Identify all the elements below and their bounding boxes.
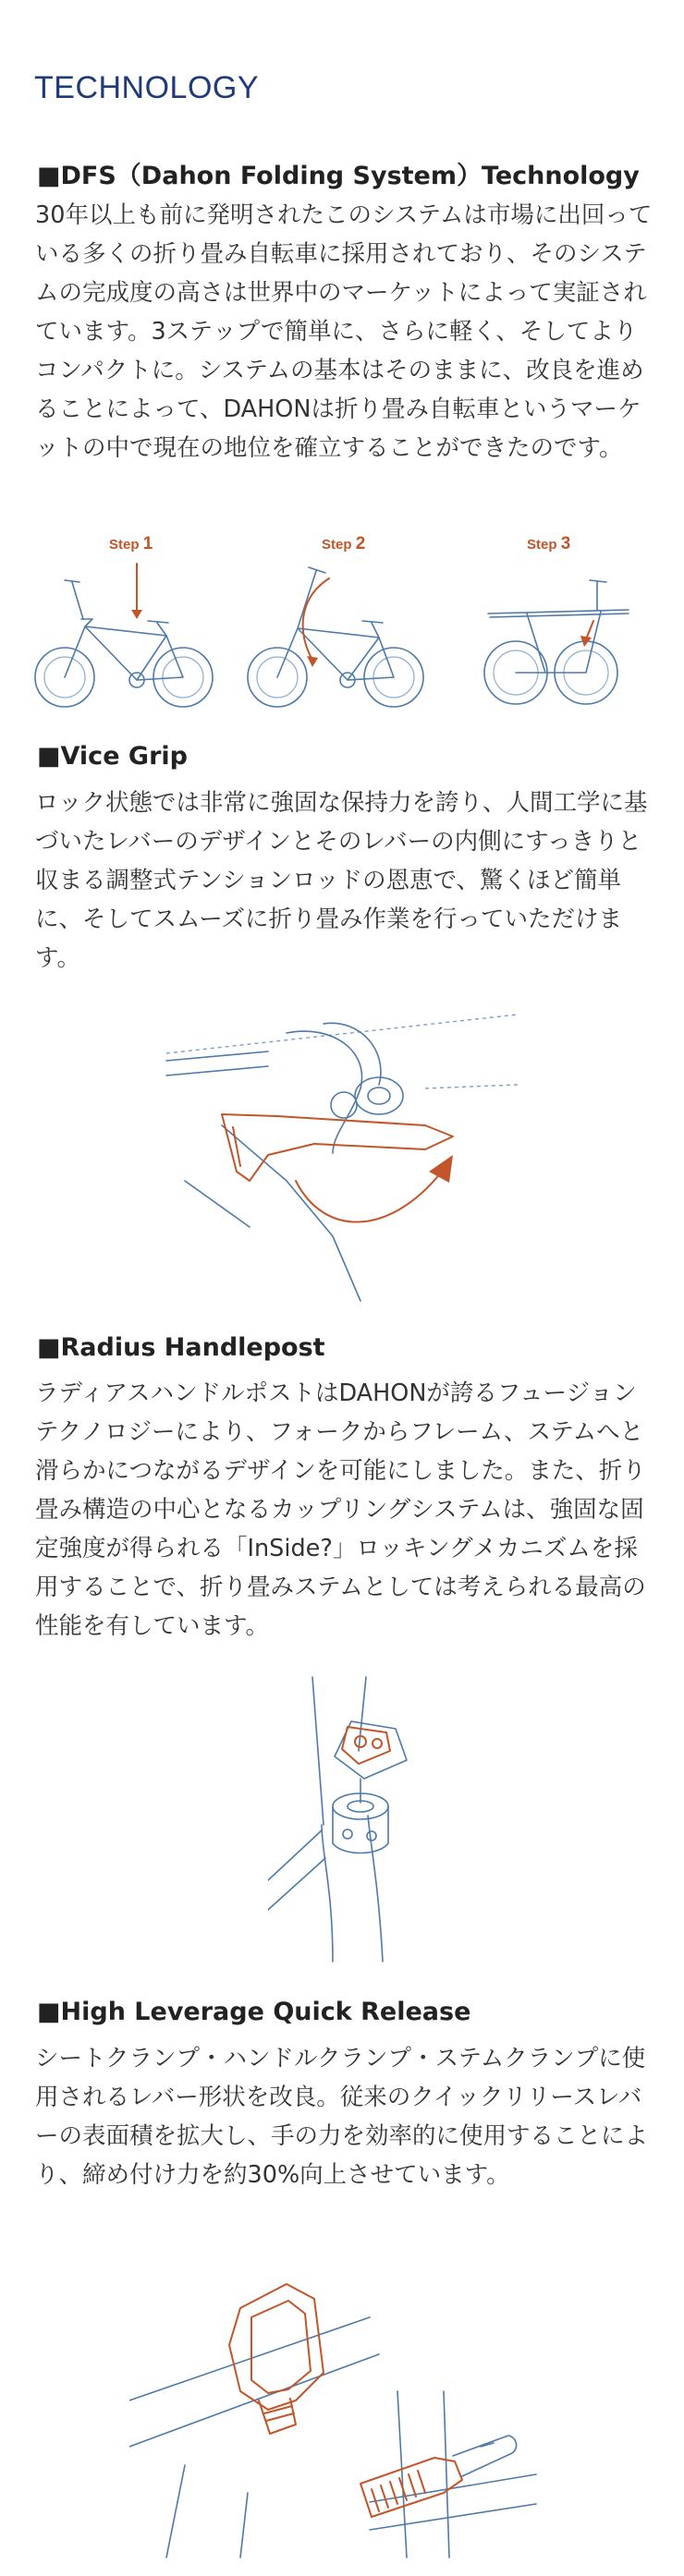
step-2-bike [248,534,423,707]
quick-release-description: シートクランプ・ハンドルクランプ・ステムクランプに使用されるレバー形状を改良。従来のクイックリリースレバーの表面積を拡大し、手の力を効率的に使用することにより、締め付け力を約30%向上させています。 [35,2045,649,2189]
svg-text:Step 3 [527,534,570,553]
radius-handlepost-heading: ■Radius Handlepost [37,1333,325,1362]
dfs-description: 30年以上も前に発明されたこのシステムは市場に出回っている多くの折り畳み自転車に採用されており、そのシステムの完成度の高さは世界中のマーケットによって実証されています。3ステップで簡単に、さらに軽く、そしてよりコンパクトに。システムの基本はそのままに、改良を進めることによって、DAHONは折り畳み自転車というマーケットの中で現在の地位を確立することができたのです。 [35,201,653,462]
quick-release-lever-illustration [129,2262,555,2567]
step-2-label: Step [322,537,352,553]
step-3-label: Step [527,537,557,553]
radius-handlepost-description: ラディアスハンドルポストはDAHONが誇るフュージョンテクノロジーにより、フォークからフレーム、ステムへと滑らかにつながるデザインを可能にしました。また、折り畳み構造の中心となるカップリングシステムは、強固な固定強度が得られる「InSide?」ロッキングメカニズムを採用することで、折り畳みステムとしては考えられる最高の性能を有しています。 [35,1379,646,1640]
step-1-bike [35,534,213,707]
quick-release-heading: ■High Leverage Quick Release [37,1998,471,2026]
vice-grip-description: ロック状態では非常に強固な保持力を誇り、人間工学に基づいたレバーのデザインとそのレバーの内側にすっきりと収まる調整式テンションロッドの恩恵で、驚くほど簡単に、そしてスムーズに折り畳み作業を行っていただけます。 [35,789,648,972]
svg-text:Step 2 [322,534,365,553]
vice-grip-lever-illustration [148,996,536,1310]
page-title: TECHNOLOGY [34,70,260,105]
dfs-folding-steps-illustration [28,525,656,710]
svg-text:Step 1 [109,534,153,553]
step-1-number: 1 [142,534,153,553]
radius-handlepost-illustration [268,1668,434,1963]
step-3-bike [484,534,629,704]
step-1-label: Step [109,537,140,553]
step-2-number: 2 [355,534,366,553]
vice-grip-heading: ■Vice Grip [37,742,188,771]
dfs-heading: ■DFS（Dahon Folding System）Technology [37,162,640,190]
step-3-number: 3 [560,534,571,553]
